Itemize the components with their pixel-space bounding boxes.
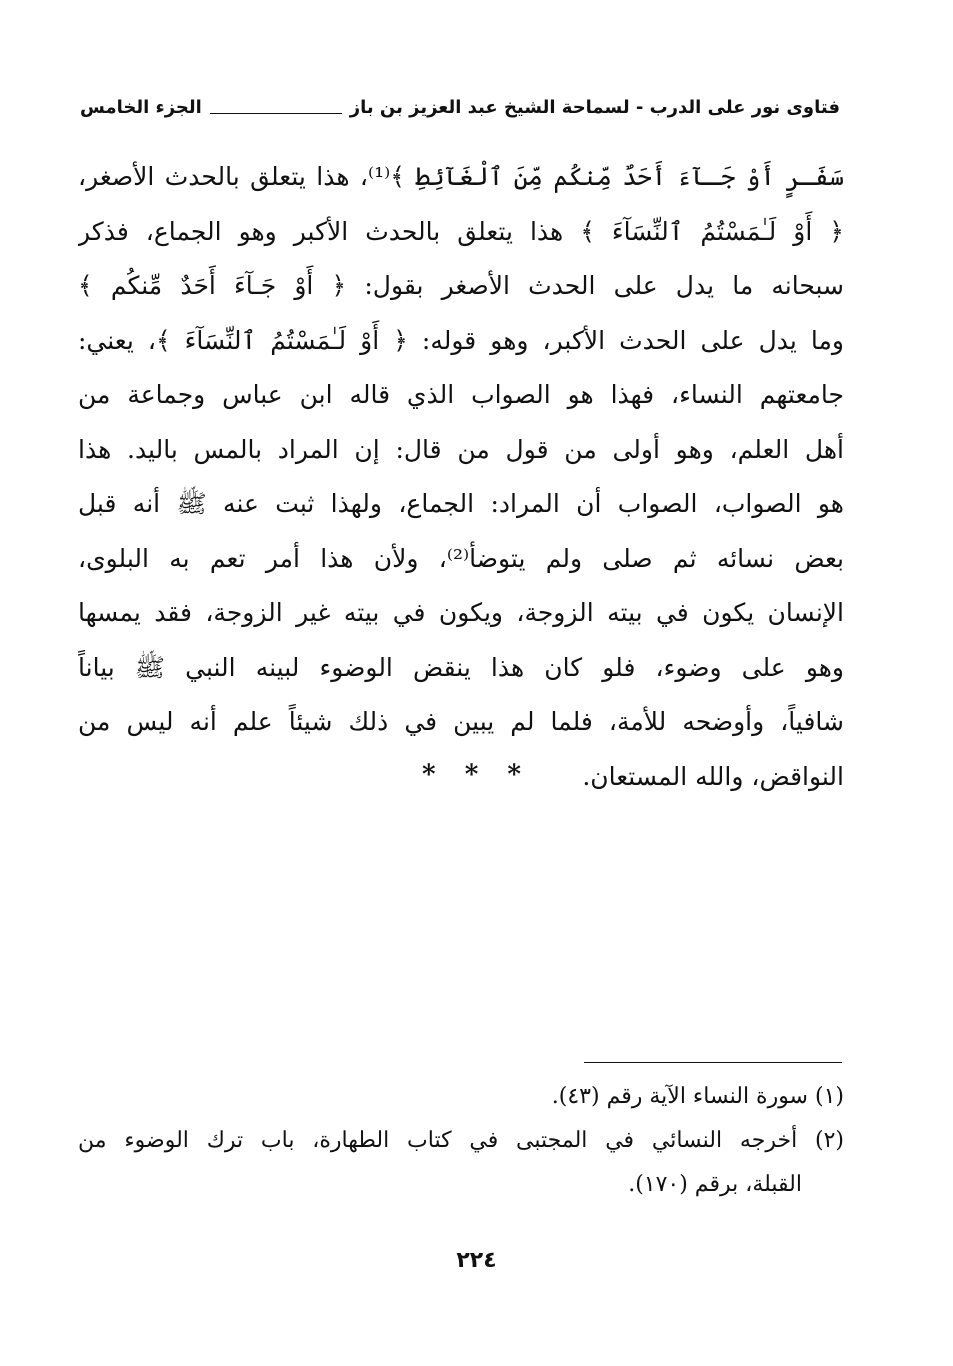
- page-number: ٢٢٤: [456, 1248, 497, 1273]
- text-line: ﴿ أَوْ لَـٰمَسْتُمُ ٱلنِّسَآءَ ﴾ هذا يتعلق بالحدث الأكبر وهو الجماع، فذكر: [78, 216, 844, 246]
- text-line: سَفَـرٍ أَوْ جَـآءَ أَحَدٌ مِّنكُم مِّنَ ٱلْغَآئِطِ ﴾⁽¹⁾، هذا يتعلق بالحدث الأصغر،: [78, 162, 844, 191]
- header-book-title: فتاوى نور على الدرب - لسماحة الشيخ عبد العزيز بن باز: [349, 96, 840, 118]
- section-separator: * * *: [422, 760, 531, 790]
- footnote-2-line-2: القبلة، برقم (١٧٠).: [628, 1172, 802, 1197]
- header-volume: الجزء الخامس: [80, 96, 202, 118]
- text-line: شافياً، وأوضحه للأمة، فلما لم يبين في ذلك شيئاً علم أنه ليس من: [78, 707, 844, 736]
- header-rule: [210, 113, 342, 114]
- footnotes: [78, 1075, 844, 1207]
- text-line: وهو على وضوء، فلو كان هذا ينقض الوضوء لبينه النبي ﷺ بياناً: [78, 652, 844, 682]
- text-line: الإنسان يكون في بيته الزوجة، ويكون في بيته غير الزوجة، فقد يمسها: [78, 598, 844, 627]
- running-header: [80, 92, 840, 122]
- text-line: النواقض، والله المستعان.: [582, 761, 844, 791]
- footnote-divider: [584, 1062, 842, 1063]
- text-line: أهل العلم، وهو أولى من قول من قال: إن المراد بالمس باليد. هذا: [78, 434, 844, 464]
- text-line: جامعتهم النساء، فهذا هو الصواب الذي قاله ابن عباس وجماعة من: [78, 380, 844, 409]
- main-text: [78, 150, 844, 804]
- text-line: سبحانه ما يدل على الحدث الأصغر بقول: ﴿ أَوْ جَـآءَ أَحَدٌ مِّنكُم ﴾: [78, 271, 844, 300]
- footnote-1: (١) سورة النساء الآية رقم (٤٣).: [551, 1084, 844, 1109]
- footnote-2-line-1: (٢) أخرجه النسائي في المجتبى في كتاب الطهارة، باب ترك الوضوء من: [78, 1128, 844, 1153]
- text-line: بعض نسائه ثم صلى ولم يتوضأ⁽²⁾، ولأن هذا أمر تعم به البلوى،: [78, 543, 844, 573]
- text-line: هو الصواب، الصواب أن المراد: الجماع، ولهذا ثبت عنه ﷺ أنه قبل: [78, 489, 844, 518]
- text-line: وما يدل على الحدث الأكبر، وهو قوله: ﴿ أَوْ لَـٰمَسْتُمُ ٱلنِّسَآءَ ﴾، يعني:: [78, 325, 844, 355]
